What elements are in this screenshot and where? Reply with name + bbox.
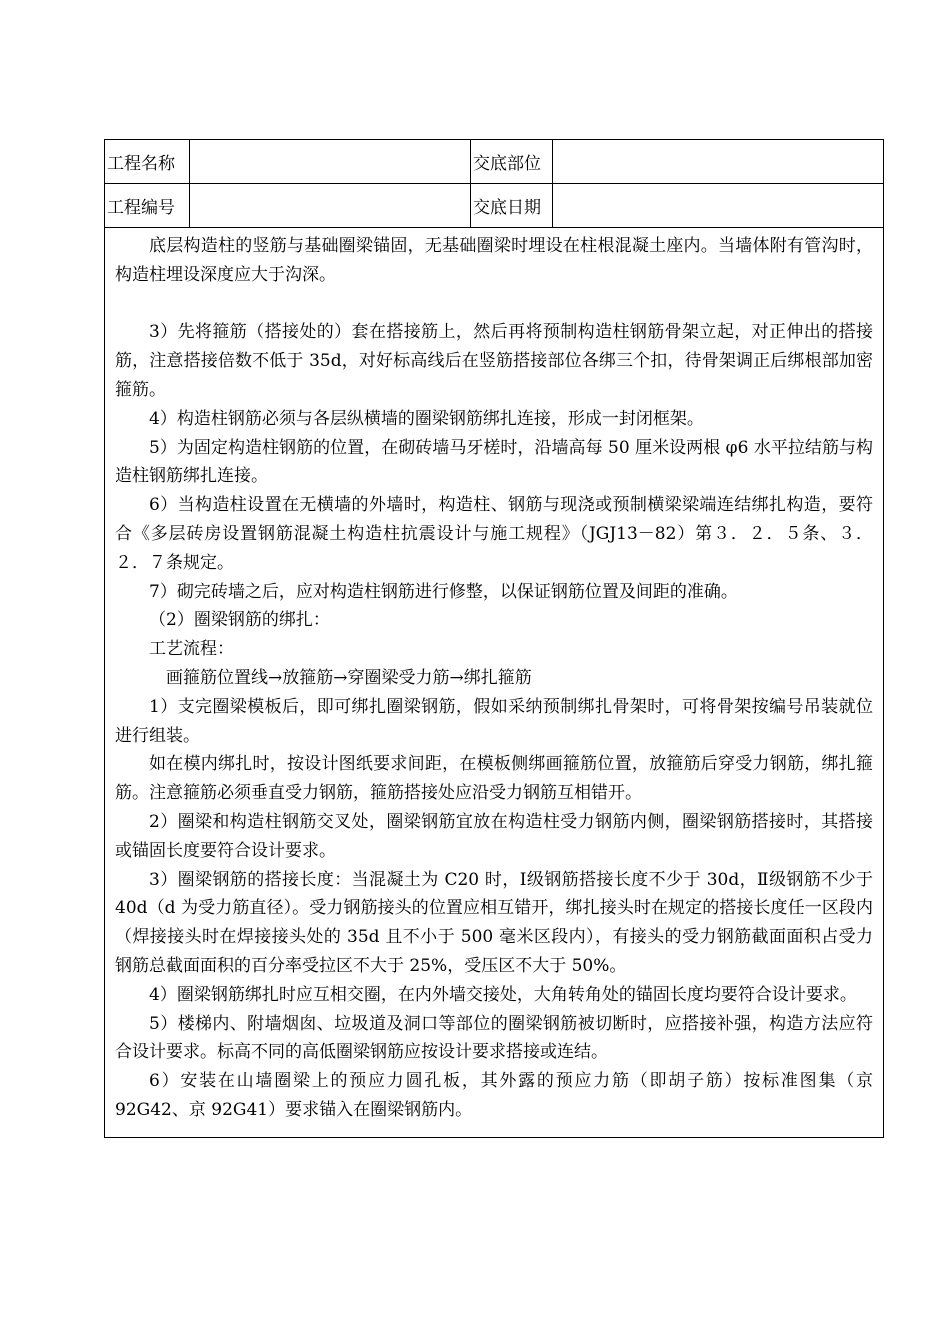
- paragraph: 1）支完圈梁模板后，即可绑扎圈梁钢筋，假如采纳预制绑扎骨架时，可将骨架按编号吊装就位进行组装。: [115, 696, 873, 746]
- paragraph: 5）为固定构造柱钢筋的位置，在砌砖墙马牙槎时，沿墙高每 50 厘米设两根 φ6 水平拉结筋与构造柱钢筋绑扎连接。: [115, 437, 873, 487]
- project-no-label: 工程编号: [105, 184, 190, 227]
- paragraph: 5）楼梯内、附墙烟囱、垃圾道及洞口等部位的圈梁钢筋被切断时，应搭接补强，构造方法应符合设计要求。标高不同的高低圈梁钢筋应按设计要求搭接或连结。: [115, 1013, 873, 1063]
- paragraph: 4）圈梁钢筋绑扎时应互相交圈，在内外墙交接处，大角转角处的锚固长度均要符合设计要求。: [149, 984, 857, 1005]
- header-row-1: [105, 140, 883, 184]
- paragraph: 6）安装在山墙圈梁上的预应力圆孔板，其外露的预应力筋（即胡子筋）按标准图集（京 92G42、京 92G41）要求锚入在圈梁钢筋内。: [115, 1071, 873, 1120]
- process-flow: 画箍筋位置线→放箍筋→穿圈梁受力筋→绑扎箍筋: [166, 667, 532, 688]
- header-row-2: [105, 184, 883, 228]
- paragraph: 如在模内绑扎时，按设计图纸要求间距，在模板侧绑画箍筋位置，放箍筋后穿受力钢筋，绑扎箍筋。注意箍筋必须垂直受力钢筋，箍筋搭接处应沿受力钢筋互相错开。: [115, 754, 873, 804]
- section-heading: （2）圈梁钢筋的绑扎：: [149, 610, 330, 631]
- paragraph: 7）砌完砖墙之后，应对构造柱钢筋进行修整，以保证钢筋位置及间距的准确。: [149, 581, 738, 602]
- paragraph: 6）当构造柱设置在无横墙的外墙时，构造柱、钢筋与现浇或预制横梁梁端连结绑扎构造，要符合《多层砖房设置钢筋混凝土构造柱抗震设计与施工规程》（JGJ13－82）第３．２．５条、３．２．７条规定。: [115, 495, 873, 573]
- project-name-label: 工程名称: [105, 140, 190, 183]
- handover-date-field[interactable]: [553, 184, 883, 227]
- paragraph: 3）圈梁钢筋的搭接长度：当混凝土为 C20 时，Ⅰ级钢筋搭接长度不少于 30d，Ⅱ级钢筋不少于 40d（d 为受力筋直径）。受力钢筋接头的位置应相互错开，绑扎接头时在规定的搭接长度任一区段内（焊接接头时在焊接接头处的 35d 且不小于 500 毫米区段内），有接头的受力钢筋截面面积占受力钢筋总截面面积的百分率受拉区不大于 25%，受压区不大于 50%。: [115, 869, 873, 976]
- handover-part-label: 交底部位: [471, 140, 553, 183]
- paragraph: 4）构造柱钢筋必须与各层纵横墙的圈梁钢筋绑扎连接，形成一封闭框架。: [149, 408, 704, 429]
- project-name-field[interactable]: [190, 140, 471, 183]
- paragraph: 3）先将箍筋（搭接处的）套在搭接筋上，然后再将预制构造柱钢筋骨架立起，对正伸出的搭接筋，注意搭接倍数不低于 35d，对好标高线后在竖筋搭接部位各绑三个扣，待骨架调正后绑根部加密箍筋。: [115, 322, 873, 400]
- project-no-field[interactable]: [190, 184, 471, 227]
- paragraph: 2）圈梁和构造柱钢筋交叉处，圈梁钢筋宜放在构造柱受力钢筋内侧，圈梁钢筋搭接时，其搭接或锚固长度要符合设计要求。: [115, 811, 873, 861]
- handover-part-field[interactable]: [553, 140, 883, 183]
- paragraph: 底层构造柱的竖筋与基础圈梁锚固，无基础圈梁时埋设在柱根混凝土座内。当墙体附有管沟时，构造柱埋设深度应大于沟深。: [115, 236, 873, 285]
- handover-date-label: 交底日期: [471, 184, 553, 227]
- spacer: [115, 290, 873, 319]
- content-body: [105, 228, 883, 1137]
- handover-sheet: [104, 139, 884, 1138]
- process-label: 工艺流程：: [149, 639, 234, 660]
